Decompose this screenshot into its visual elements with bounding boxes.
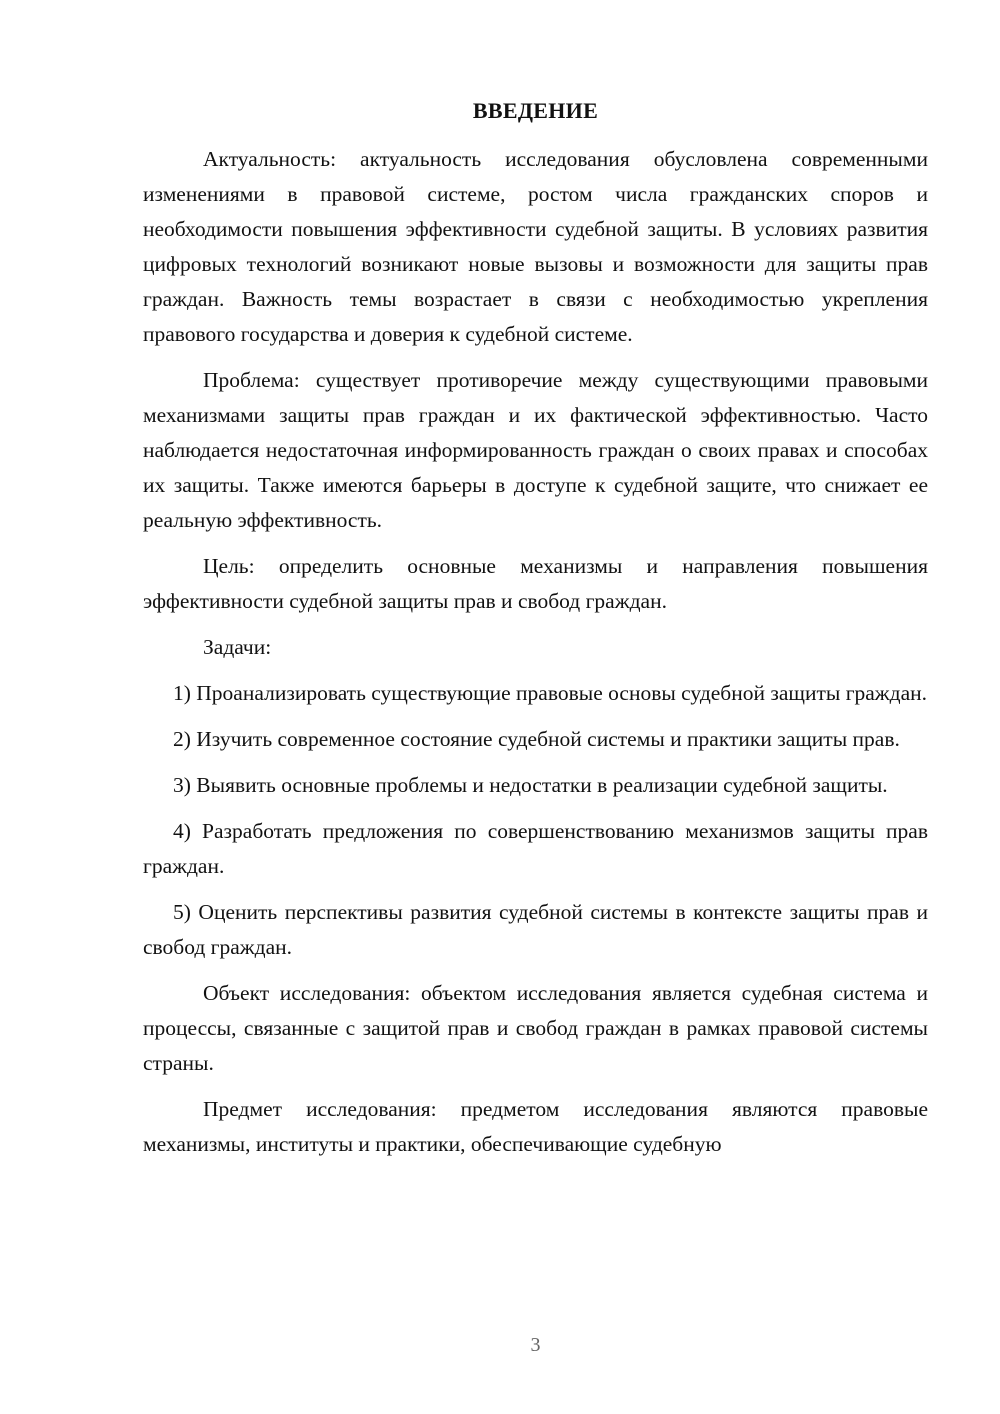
task-item: 3) Выявить основные проблемы и недостатки в реализации судебной защиты. [173, 773, 888, 797]
paragraph-tasks-heading: Задачи: [203, 635, 272, 659]
task-item: 5) Оценить перспективы развития судебной системы в контексте защиты прав и свобод граждан. [143, 900, 928, 959]
paragraph-subject: Предмет исследования: предметом исследования являются правовые механизмы, институты и практики, обеспечивающие судебную [143, 1097, 928, 1156]
task-item: 1) Проанализировать существующие правовые основы судебной защиты граждан. [173, 681, 928, 705]
task-item: 2) Изучить современное состояние судебной системы и практики защиты прав. [173, 727, 900, 751]
page-number: 3 [530, 1334, 541, 1356]
paragraph-object: Объект исследования: объектом исследования является судебная система и процессы, связанные с защитой прав и свобод граждан в рамках правовой системы страны. [143, 981, 928, 1075]
document-page [143, 0, 928, 1414]
document-body [143, 142, 928, 1173]
paragraph-problem: Проблема: существует противоречие между существующими правовыми механизмами защиты прав граждан и их фактической эффективностью. Часто наблюдается недостаточная информированность граждан о своих правах и способах их защиты. Также имеются барьеры в доступе к судебной защите, что снижает ее реальную эффективность. [143, 368, 928, 532]
paragraph-goal: Цель: определить основные механизмы и направления повышения эффективности судебной защиты прав и свобод граждан. [143, 554, 928, 613]
paragraph-relevance: Актуальность: актуальность исследования обусловлена современными изменениями в правовой системе, ростом числа гражданских споров и необходимости повышения эффективности судебной защиты. В условиях развития цифровых технологий возникают новые вызовы и возможности для защиты прав граждан. Важность темы возрастает в связи с необходимостью укрепления правового государства и доверия к судебной системе. [143, 147, 928, 346]
task-item: 4) Разработать предложения по совершенствованию механизмов защиты прав граждан. [143, 819, 928, 878]
section-heading: ВВЕДЕНИЕ [472, 98, 599, 123]
